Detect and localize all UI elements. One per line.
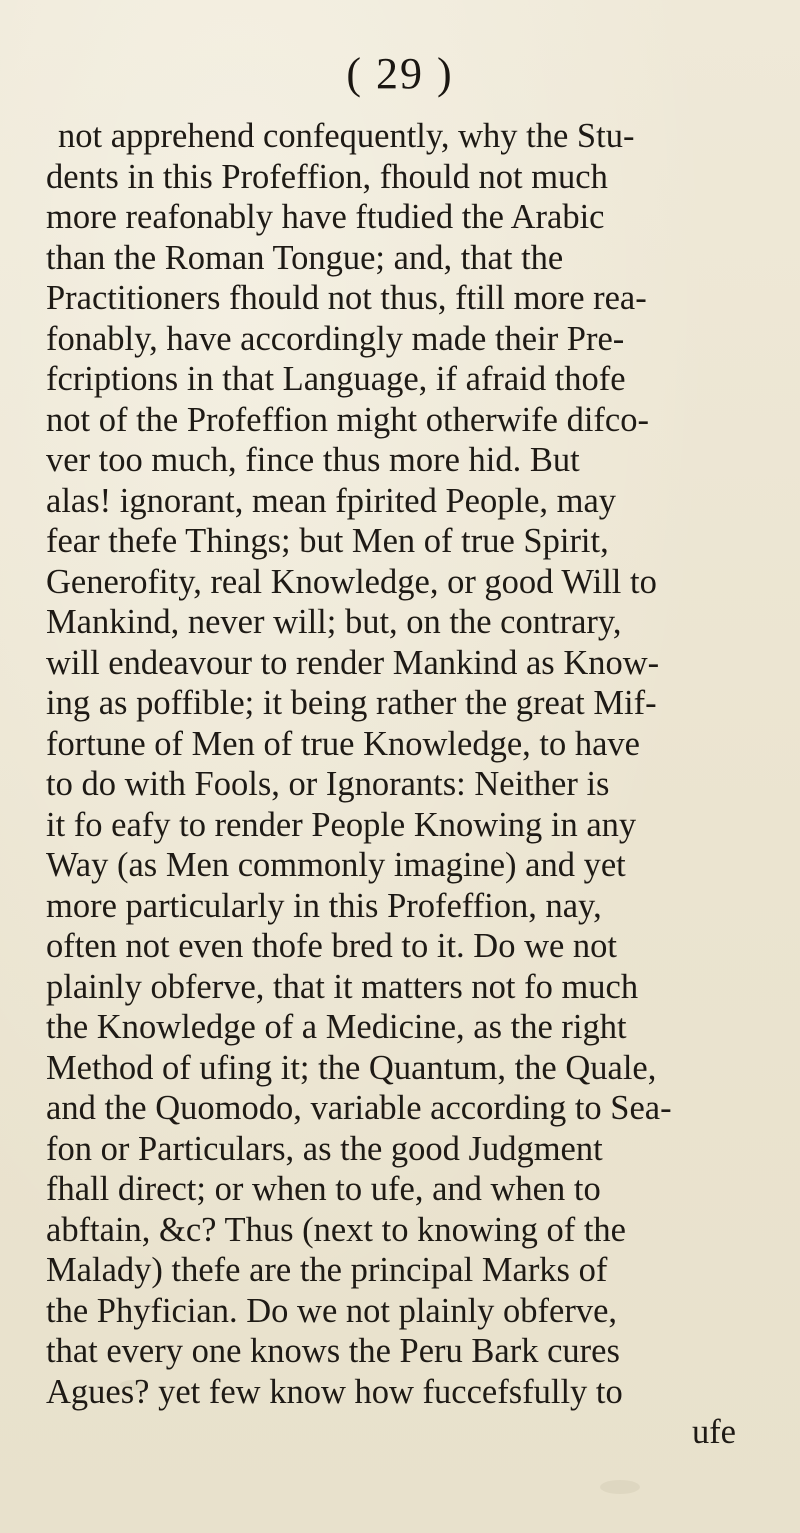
body-text xyxy=(46,116,758,1453)
text-line: it fo eafy to render People Knowing in any xyxy=(46,805,637,844)
text-line: Method of ufing it; the Quantum, the Quale, xyxy=(46,1048,657,1087)
paper-stain xyxy=(600,1480,640,1494)
text-line: the Knowledge of a Medicine, as the right xyxy=(46,1008,627,1046)
text-line: not apprehend confequently, why the Stu- xyxy=(58,117,635,155)
text-line: more particularly in this Profeffion, nay, xyxy=(46,886,602,925)
text-line: fonably, have accordingly made their Pre- xyxy=(46,319,625,358)
text-line: Way (as Men commonly imagine) and yet xyxy=(46,846,626,884)
text-line: plainly obferve, that it matters not fo much xyxy=(46,967,639,1006)
text-line: fcriptions in that Language, if afraid thofe xyxy=(46,360,626,398)
text-line: will endeavour to render Mankind as Know- xyxy=(46,643,660,682)
text-line: Mankind, never will; but, on the contrary, xyxy=(46,603,622,641)
text-line: fhall direct; or when to ufe, and when to xyxy=(46,1170,601,1208)
text-line: Generofity, real Knowledge, or good Will to xyxy=(46,562,657,601)
text-line: Malady) thefe are the principal Marks of xyxy=(46,1251,608,1289)
text-line: alas! ignorant, mean fpirited People, may xyxy=(46,481,617,520)
text-line: dents in this Profeffion, fhould not much xyxy=(46,157,608,196)
text-line: abftain, &c? Thus (next to knowing of the xyxy=(46,1210,626,1249)
text-line: fortune of Men of true Knowledge, to have xyxy=(46,724,640,763)
text-line: not of the Profeffion might otherwife difco- xyxy=(46,400,649,439)
text-line: Practitioners fhould not thus, ftill more rea- xyxy=(46,279,647,317)
page-number: ( 29 ) xyxy=(346,49,454,98)
text-line: Agues? yet few know how fuccefsfully to xyxy=(46,1372,623,1411)
text-line: ing as poffible; it being rather the great Mif- xyxy=(46,684,657,722)
text-line: than the Roman Tongue; and, that the xyxy=(46,238,564,277)
text-line: fon or Particulars, as the good Judgment xyxy=(46,1129,603,1168)
text-line: ver too much, fince thus more hid. But xyxy=(46,441,580,479)
text-line: often not even thofe bred to it. Do we not xyxy=(46,927,618,965)
text-line: the Phyfician. Do we not plainly obferve, xyxy=(46,1291,618,1330)
text-line: to do with Fools, or Ignorants: Neither is xyxy=(46,765,610,803)
text-line: and the Quomodo, variable according to Sea- xyxy=(46,1089,672,1127)
text-line: that every one knows the Peru Bark cures xyxy=(46,1332,620,1370)
catchword: ufe xyxy=(691,1413,736,1451)
text-line: fear thefe Things; but Men of true Spirit, xyxy=(46,522,609,560)
text-line: more reafonably have ftudied the Arabic xyxy=(46,198,605,236)
